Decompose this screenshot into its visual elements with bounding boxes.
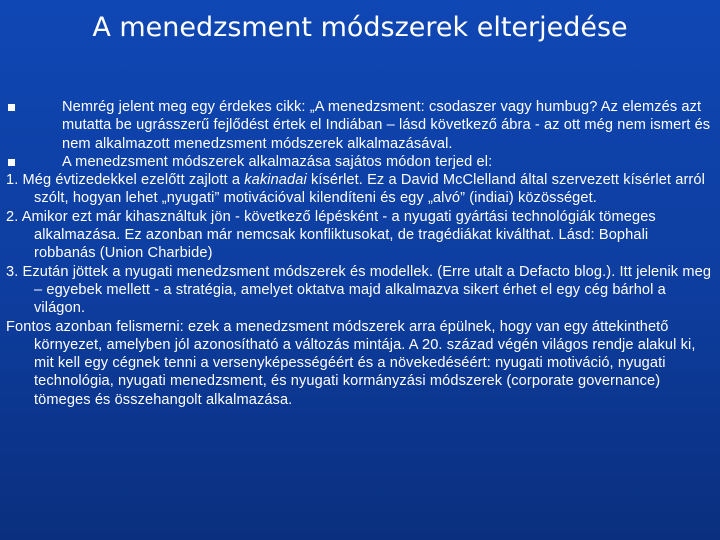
square-bullet-icon <box>8 104 15 111</box>
item-text: kísérlet. Ez a David McClelland által szervezett kísérlet arról szólt, hogyan lehet „nyugati” motivációval kilendíteni és egy „alvó” (indiai) közösséget. <box>34 172 705 207</box>
numbered-item-1 <box>6 171 714 208</box>
closing-paragraph: Fontos azonban felismerni: ezek a menedzsment módszerek arra épülnek, hogy van egy áttekinthető környezet, amelyben jól azonosítható a változás mintája. A 20. század végén világos rendje alakul ki, mit kell egy cégnek tenni a versenyképességéért és a növekedéséért: nyugati motiváció, nyugati technológia, nyugati menedzsment, és nyugati kormányzási módszerek (corporate governance) tömeges és összehangolt alkalmazása. <box>6 318 696 408</box>
numbered-item-3: 3. Ezután jöttek a nyugati menedzsment módszerek és modellek. (Erre utalt a Defacto blog.). Itt jelenik meg – egyebek mellett - a stratégia, amelyet oktatva majd alkalmazva sikert érhet el egy cég bárhol a világon. <box>6 263 712 317</box>
slide-body <box>6 98 714 409</box>
bullet-text: Nemrég jelent meg egy érdekes cikk: „A menedzsment: csodaszer vagy humbug? Az elemzés azt mutatta be ugrásszerű fejlődést értek el Indiában – lásd következő ábra - az ott még nem ismert és nem alkalmazott menedzsment módszerek alkalmazásával. <box>62 99 711 152</box>
slide-title: A menedzsment módszerek elterjedése <box>92 12 628 43</box>
square-bullet-icon <box>8 159 15 166</box>
item-text: 1. Még évtizedekkel ezelőtt zajlott a <box>6 172 245 189</box>
bullet-text: A menedzsment módszerek alkalmazása sajátos módon terjed el: <box>62 153 493 170</box>
bullet-paragraph <box>34 98 714 153</box>
item-italic-text: kakinadai <box>244 172 307 189</box>
numbered-item-2: 2. Amikor ezt már kihasználtuk jön - következő lépésként - a nyugati gyártási technológiák tömeges alkalmazása. Ez azonban már nemcsak konfliktusokat, de tragédiákat kiválthat. Lásd: Bophali robbanás (Union Charbide) <box>6 208 656 262</box>
bullet-paragraph <box>34 153 714 171</box>
